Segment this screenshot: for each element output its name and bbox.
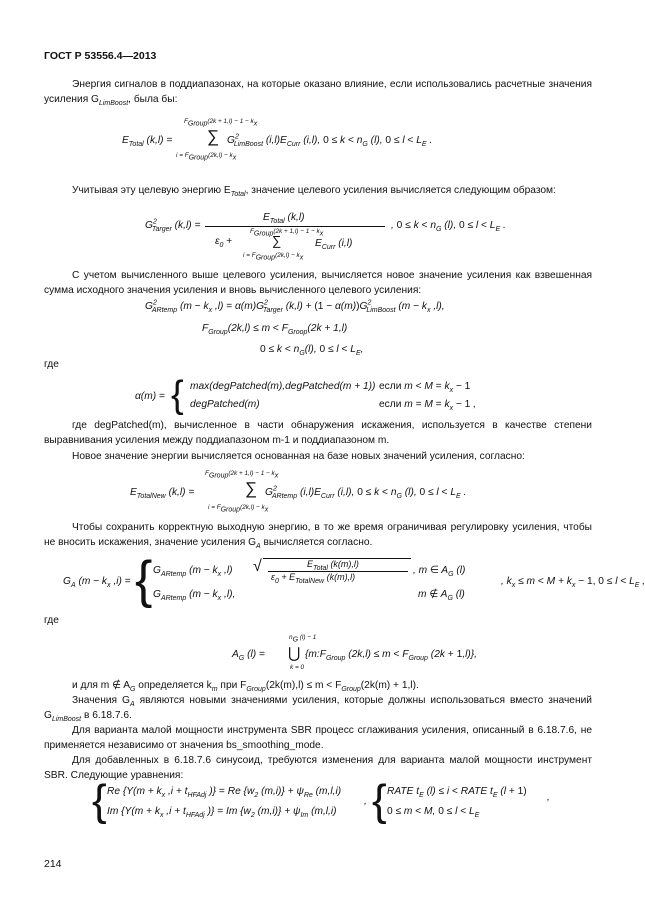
- page-number: 214: [44, 858, 62, 870]
- equation-gtarget: $G^2_{Targer}$ (k,l) = $E_{Total}$ (k,l) $F_{Group}(2k + 1,l) - 1 - k_x$ $\varepsilon_0$ + ∑ $E_{Curr}$ (i,l) $i = F_{Group}(2k,l) - k_x$ , $0 \le k < n_G$ (l), $0 \le l < L_E$ .: [145, 212, 506, 262]
- paragraph-ga-values: Значения $G_A$ являются новыми значениями усиления, которые должны использоваться вместо значений $G_{LimBoost}$ в 6.18.7.6.: [44, 695, 592, 724]
- paragraph-new-gain: С учетом вычисленного выше целевого усиления, вычисляется новое значение усиления как взвешенная сумма исходного значения усиления и вновь вычисленного целевого усиления:: [44, 270, 592, 296]
- paragraph-ga: Чтобы сохранить корректную выходную энергию, в то же время ограничивая регулировку усиления, чтобы не вносить искажения, значение усиления $G_A$ вычисляется согласно.: [44, 522, 592, 551]
- label-where-1: где: [44, 359, 59, 370]
- equation-alpha: α(m) = { max(degPatched(m),degPatched(m + 1)) если $m < M = k_x - 1$ degPatched(m) если $m = M = k_x - 1$ ,: [135, 374, 477, 416]
- paragraph-sinusoids: Для добавленных в 6.18.7.6 синусоид, требуются изменения для варианта малой мощности инструмент SBR. Следующие уравнения:: [44, 755, 592, 781]
- equation-fgroup-range: $F_{Group}(2k,l) \le m < F_{Groop}(2k + 1,l)$: [202, 323, 348, 337]
- paragraph-low-power: Для варианта малой мощности инструмента SBR процесс сглаживания усиления, описанный в 6.18.7.6, не применяется независимо от значения bs_smoothing_mode.: [44, 725, 592, 751]
- paragraph-new-energy: Новое значение энергии вычисляется основанная на базе новых значений усиления, согласно:: [72, 451, 525, 462]
- equation-ag: $n_G$ (l) − 1 $A_G$ (l) = ⋃ {$m:F_{Group}$ $(2k,l) \le m < F_{Group}$ (2k + 1,l)}, k = 0: [232, 634, 477, 671]
- paragraph-km: и для m ∉ $A_G$ определяется $k_m$ при $F_{Group}(2k(m),l) \le m < F_{Group}(2k(m) + 1,l)$.: [72, 680, 419, 694]
- paragraph-energy: Энергия сигналов в поддиапазонах, на которые оказано влияние, если использовались расчетные значения усиления $G_{LimBoost}$, была бы:: [44, 79, 592, 108]
- equation-ga: $G_A$ ($m - k_x$ ,i) = { $G_{ARtemp}$ ($m - k_x$ ,l) √ $E_{Total}$ (k(m),l) $\varepsilon_0 + E_{TotalNew}$ (k(m),l) , m ∈ $A_G$ (l) $G_{ARtemp}$ ($m - k_x$ ,l), m ∉ $A_G$ (l) , $k_x \le m < M + k_x - 1$, $0 \le l < L_E$ ,: [63, 551, 645, 609]
- label-where-2: где: [44, 615, 59, 626]
- paragraph-degpatched: где degPatched(m), вычисленное в части обнаружения искажения, используется в качестве степени выравнивания усиления между поддиапазоном m-1 и поддиапазоном m.: [44, 420, 592, 446]
- document-header: ГОСТ Р 53556.4—2013: [44, 50, 157, 62]
- equation-gartemp: $G^2_{ARtemp}$ ($m - k_x$ $,l) = \alpha(m)G^2_{Targer}$ $(k,l) + (1 - \alpha(m))G^2_{LimBoost}$ ($m - k_x$ ,l),: [145, 299, 445, 315]
- equation-sinusoid: { Re {$Y(m + k_x$ $,i + t_{HFAdj}$ )} = Re {$w_2$ $(m,i)\} + \psi_{Re}$ (m,l,i) Im {$Y(m + k_x$ $,i + t_{HFAdj}$ )} = Im {$w_2$ $(m,i)\} + \psi_{Im}$ (m,l,i) , { RATE $t_E$ (l) ≤ i < RATE $t_E$ (l + 1) 0 ≤ m < M, $0 \le l < L_E$ ,: [92, 776, 550, 825]
- equation-k-range: $0 \le k < n_G(l)$, $0 \le l < L_E$,: [260, 344, 364, 358]
- paragraph-target-energy: Учитывая эту целевую энергию $E_{Total}$, значение целевого усиления вычисляется следующим образом:: [72, 185, 556, 199]
